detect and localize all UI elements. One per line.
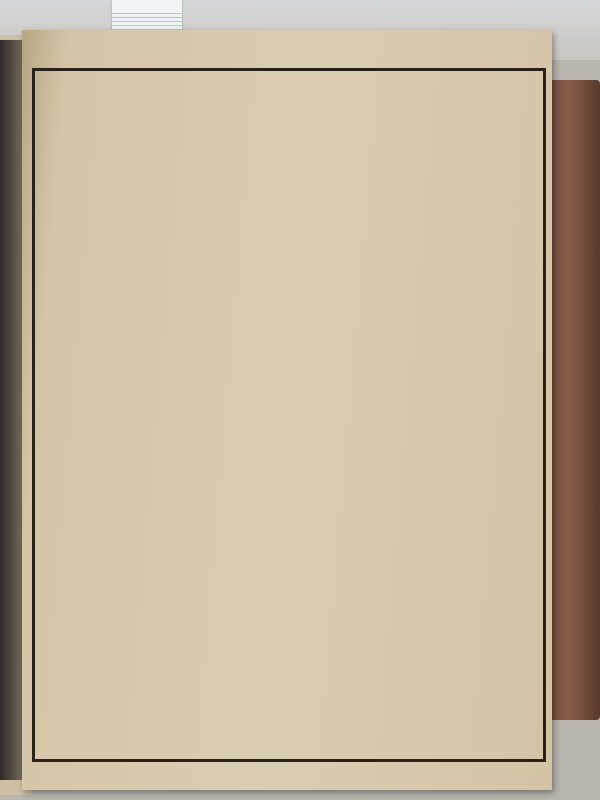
book-cover <box>548 80 600 720</box>
table-frame <box>32 68 546 762</box>
bill-of-mortality-page <box>22 30 552 790</box>
